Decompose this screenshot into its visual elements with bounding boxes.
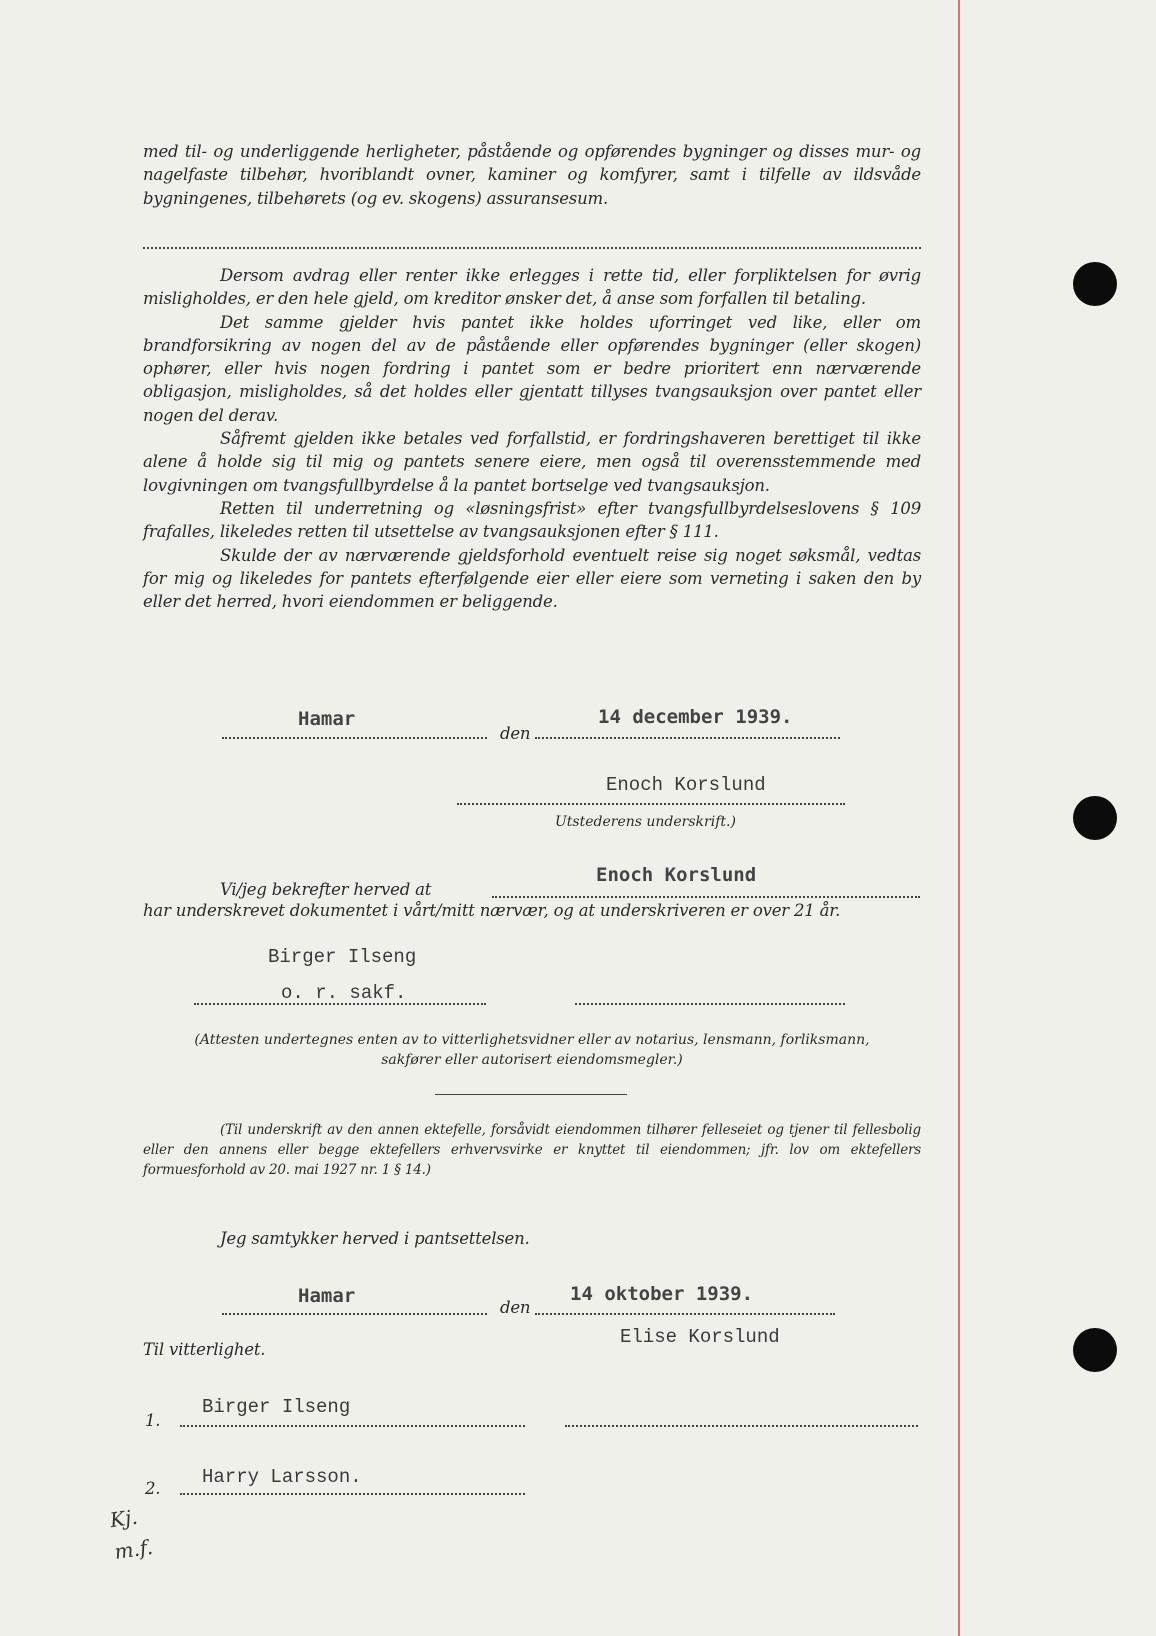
dotted-line: [535, 1313, 835, 1315]
witness-number: 1.: [145, 1411, 161, 1430]
attestation-note: (Attesten undertegnes enten av to vitterlighetsvidner eller av notarius, lensmann, forliksmann,: [194, 1032, 870, 1048]
spouse-note: [143, 1120, 921, 1180]
issuer-signature: Enoch Korslund: [606, 774, 766, 796]
witness-number: 2.: [145, 1479, 161, 1498]
issuer-caption: Utstederens underskrift.): [555, 814, 736, 830]
paragraph-property: [143, 140, 921, 210]
dotted-line: [222, 737, 487, 739]
dotted-line: [180, 1493, 525, 1495]
punch-hole: [1073, 1328, 1117, 1372]
dotted-line: [180, 1425, 525, 1427]
signed-name: Enoch Korslund: [596, 864, 757, 886]
paragraph-default: Dersom avdrag eller renter ikke erlegges i rette tid, eller forpliktelsen for øvrig misligholdes, er den hele gjeld, om kreditor ønsker det, å anse som forfallen til betaling.: [143, 266, 921, 309]
issue-place: Hamar: [298, 708, 356, 730]
dotted-line: [565, 1425, 918, 1427]
divider: [435, 1094, 627, 1095]
dotted-line: [492, 896, 920, 898]
paragraph-enforcement: Såfremt gjelden ikke betales ved forfallstid, er fordringshaveren berettiget til ikke alene å holde sig til mig og pantets senere eiere, men også til overensstemmende med lovgivningen om tvangsfullbyrdelse å la pantet bortselge ved tvangsauksjon.: [143, 429, 921, 495]
witness-2-signature: Harry Larsson.: [202, 1466, 362, 1488]
witness-label: Til vitterlighet.: [143, 1340, 266, 1359]
consent-date: 14 oktober 1939.: [570, 1283, 754, 1305]
witness-signature: Birger Ilseng: [268, 946, 417, 968]
dotted-line: [194, 1003, 486, 1005]
dotted-line: [457, 803, 845, 805]
den-label: den: [500, 1298, 531, 1317]
paragraph-notice: Retten til underretning og «løsningsfrist» efter tvangsfullbyrdelseslovens § 109 frafalles, likeledes retten til utsettelse av tvangsauksjonen efter § 111.: [143, 498, 921, 542]
punch-hole: [1073, 796, 1117, 840]
spouse-note-text: (Til underskrift av den annen ektefelle, forsåvidt eiendommen tilhører felleseiet og tjener til fellesbolig eller den annens eller begge ektefellers erhvervsvirke er knyttet til eiendommen; jfr. lov om ektefellers formuesforhold av 20. mai 1927 nr. 1 § 14.): [143, 1122, 921, 1178]
consent-text: Jeg samtykker herved i pantsettelsen.: [220, 1229, 530, 1248]
den-label: den: [500, 724, 531, 743]
dotted-line: [222, 1313, 487, 1315]
paragraph-collateral: Det samme gjelder hvis pantet ikke holdes uforringet ved like, eller om brandforsikring av nogen del av de påstående eller opførendes bygninger (eller skogen) ophører, eller hvis nogen fordring i pantet som er bedre prioritert enn nærværende obligasjon, misligholdes, så det holdes eller gjentatt tillyses tvangsauksjon over pantet eller nogen del derav.: [143, 312, 921, 425]
confirm-text-body: har underskrevet dokumentet i vårt/mitt nærvær, og at underskriveren er over 21 år.: [143, 901, 841, 920]
handwritten-note: Kj. m.f.: [108, 1504, 155, 1564]
issue-date: 14 december 1939.: [598, 706, 793, 728]
margin-line: [958, 0, 960, 1636]
witness-1-signature: Birger Ilseng: [202, 1396, 351, 1418]
confirm-text: [143, 900, 921, 921]
dotted-line: [143, 247, 921, 249]
paragraph-terms: [143, 264, 921, 613]
confirm-label: Vi/jeg bekrefter herved at: [220, 880, 432, 899]
dotted-line: [535, 737, 840, 739]
spouse-signature: Elise Korslund: [620, 1326, 780, 1348]
witness-title: o. r. sakf.: [281, 982, 407, 1004]
consent-place: Hamar: [298, 1285, 356, 1307]
attestation-note-2: sakfører eller autorisert eiendomsmegler.): [381, 1052, 683, 1068]
paragraph-venue: Skulde der av nærværende gjeldsforhold eventuelt reise sig noget søksmål, vedtas for mig og likeledes for pantets efterfølgende eier eller eiere som verneting i saken den by eller det herred, hvori eiendommen er beliggende.: [143, 545, 921, 612]
punch-hole: [1073, 262, 1117, 306]
paragraph-text: med til- og underliggende herligheter, påstående og opførendes bygninger og disses mur- og nagelfaste tilbehør, hvoriblandt ovner, kaminer og komfyrer, samt i tilfelle av ildsvåde bygningenes, tilbehørets (og ev. skogens) assuransesum.: [143, 142, 921, 208]
dotted-line: [575, 1003, 845, 1005]
